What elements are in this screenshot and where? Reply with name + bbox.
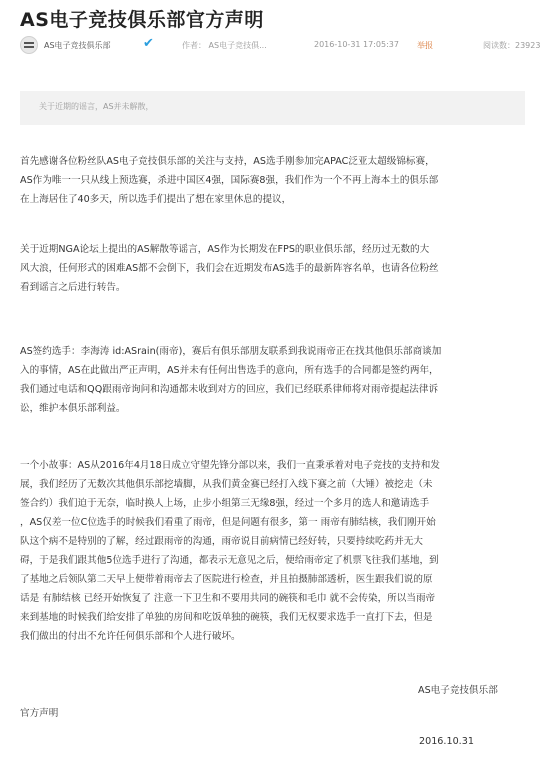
paragraph-line: 队这个病不是特别的了解，经过跟雨帝的沟通，雨帝说目前病情已经好转，只要持续吃药并无大 (20, 536, 423, 547)
paragraph-line: 碍，于是我们跟其他5位选手进行了沟通，都表示无意见之后，便给雨帝定了机票飞往我们基地，到 (20, 555, 439, 566)
paragraph-line: 来到基地的时候我们给安排了单独的房间和吃饭单独的碗筷，我们无权要求选手一直打下去，但是 (20, 612, 433, 623)
verified-check-icon: ✔ (143, 36, 154, 51)
club-logo-mark (24, 42, 34, 48)
article-title: AS电子竞技俱乐部官方声明 (20, 9, 264, 31)
publish-date: 2016-10-31 17:05:37 (314, 40, 399, 49)
signature-date: 2016.10.31 (419, 736, 474, 747)
paragraph-line: 看到谣言之后进行转告。 (20, 282, 126, 293)
paragraph-line: 了基地之后领队第二天早上便带着雨帝去了医院进行检查，并且拍摄肺部透析，医生跟我们说的原 (20, 574, 433, 585)
paragraph-line: 讼，维护本俱乐部利益。 (20, 403, 126, 414)
signature-label: 官方声明 (20, 708, 59, 719)
paragraph-3 (20, 345, 525, 421)
paragraph-line: 风大浪，任何形式的困难AS都不会倒下，我们会在近期发布AS选手的最新阵容名单，也请各位粉丝 (20, 263, 439, 274)
paragraph-line: ，AS仅差一位C位选手的时候我们看重了雨帝，但是问题有很多，第一 雨帝有肺结核，我们刚开始 (20, 517, 436, 528)
club-logo-icon[interactable] (20, 36, 38, 54)
paragraph-1 (20, 155, 525, 212)
paragraph-line: AS作为唯一一只从线上预选赛，杀进中国区4强，国际赛8强，我们作为一个不再上海本土的俱乐部 (20, 175, 439, 186)
signature-org: AS电子竞技俱乐部 (418, 685, 498, 696)
article-summary (20, 91, 525, 125)
writer-label: 作者： AS电子竞技俱... (182, 41, 267, 50)
paragraph-2 (20, 243, 525, 300)
paragraph-line: AS签约选手：李海涛 id:ASrain(雨帝)，赛后有俱乐部朋友联系到我说雨帝正在找其他俱乐部商谈加 (20, 346, 442, 357)
paragraph-line: 首先感谢各位粉丝队AS电子竞技俱乐部的关注与支持，AS选手刚参加完APAC泛亚太超级锦标赛， (20, 156, 435, 167)
paragraph-4 (20, 459, 525, 649)
paragraph-line: 关于近期NGA论坛上提出的AS解散等谣言，AS作为长期发在FPS的职业俱乐部，经历过无数的大 (20, 244, 430, 255)
paragraph-line: 一个小故事：AS从2016年4月18日成立守望先锋分部以来，我们一直秉承着对电子竞技的支持和发 (20, 460, 440, 471)
paragraph-line: 我们通过电话和QQ跟雨帝询问和沟通都未收到对方的回应，我们已经联系律师将对雨帝提起法律诉 (20, 384, 439, 395)
author-name-link[interactable]: AS电子竞技俱乐部 (44, 41, 111, 50)
paragraph-line: 我们做出的付出不允许任何俱乐部和个人进行破坏。 (20, 631, 241, 642)
paragraph-line: 展，我们经历了无数次其他俱乐部挖墙脚，从我们黄金赛已经打入线下赛之前（大锤）被挖走（未 (20, 479, 433, 490)
read-count: 阅读数：23923 (483, 41, 540, 50)
paragraph-line: 签合约）我们迫于无奈，临时换人上场，止步小组第三无缘8强，经过一个多月的选人和邀请选手 (20, 498, 430, 509)
report-link[interactable]: 举报 (417, 41, 433, 50)
article-meta-bar (20, 36, 540, 56)
paragraph-line: 在上海居住了40多天，所以选手们提出了想在家里休息的提议， (20, 194, 292, 205)
paragraph-line: 入的事情，AS在此做出严正声明，AS并未有任何出售选手的意向，所有选手的合同都是签约两年， (20, 365, 439, 376)
paragraph-line: 话是 有肺结核 已经开始恢复了 注意一下卫生和不要用共同的碗筷和毛巾 就不会传染，所以当雨帝 (20, 593, 436, 604)
summary-text: 关于近期的谣言，AS并未解散， (39, 102, 154, 111)
